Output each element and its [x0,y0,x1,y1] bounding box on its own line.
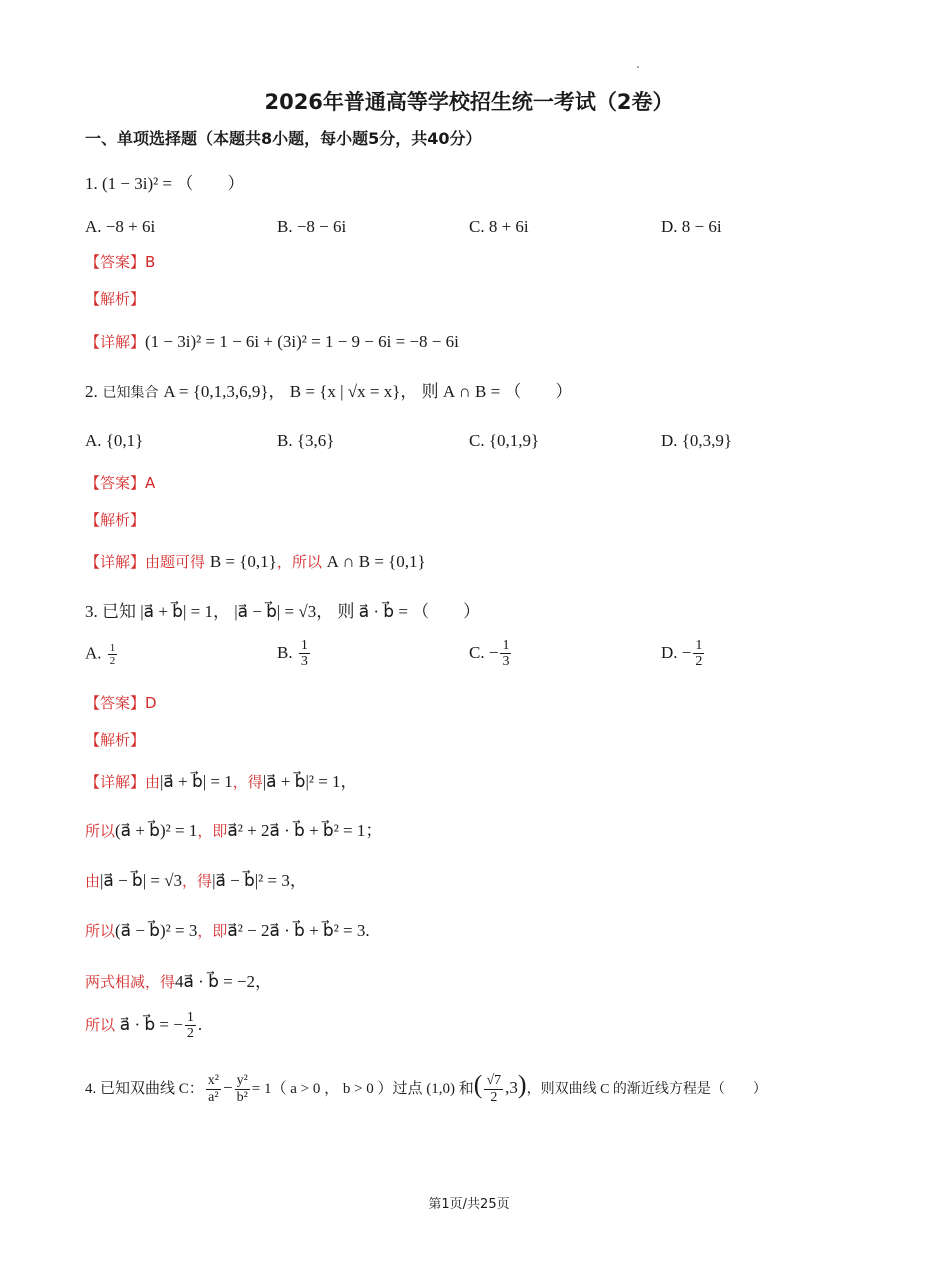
q4-point-close: ) [517,1070,527,1099]
q3-option-d-label: D. [661,642,678,662]
page-title: 2026年普通高等学校招生统一考试（2卷） [264,90,674,114]
q3-s6-fraction [185,1010,196,1042]
q3-s3-math-2: |a⃗ − b⃗|² = 3， [212,871,307,890]
q3-option-c-sign: − [488,642,499,662]
q3-option-b-num: 1 [300,638,308,653]
q4-minus: − [222,1078,233,1097]
q3-s6-math-1: a⃗ · b⃗ = − [119,1014,183,1034]
q3-s6-text-1: 所以 [85,1015,116,1034]
q4-point-den: 2 [490,1089,498,1105]
q2-analysis-label: 【解析】 [85,511,146,529]
q3-s4-math-2: a⃗² − 2a⃗ · b⃗ + b⃗² = 3. [227,921,370,940]
q3-analysis-label: 【解析】 [85,731,146,749]
q2-answer: 【答案】A [85,474,156,492]
q3-s1-text-1: 由 [145,773,161,791]
q4-point-open: ( [473,1070,483,1099]
q3-s3-math-1: |a⃗ − b⃗| = √3 [100,871,183,890]
q3-s4-text-2: ，即 [197,922,228,940]
q3-option-c-num: 1 [502,638,510,653]
q3-option-a [85,642,119,667]
section-heading: 一、单项选择题（本题共8小题，每小题5分，共40分） [85,129,482,148]
q3-option-d [661,638,706,670]
q2-detail-math-1: B = {0,1} [209,552,277,571]
question-4-stem [85,1072,767,1105]
q3-detail-step-3 [85,872,307,889]
q3-option-c [469,638,513,670]
q3-s4-text-1: 所以 [85,922,116,940]
q4-y-num: y² [236,1073,248,1089]
q3-s2-text-1: 所以 [85,822,116,840]
q3-s2-math-1: (a⃗ + b⃗)² = 1 [115,821,198,840]
q1-detail-label: 【详解】 [85,333,146,351]
q3-answer: 【答案】D [85,694,157,712]
q1-detail [85,333,459,350]
q1-answer: 【答案】B [85,253,156,271]
q4-stem-a: 4. 已知双曲线 C： [85,1081,204,1097]
question-1-stem: 1. (1 − 3i)² = （ ） [85,174,245,193]
q3-option-d-fraction [693,638,704,670]
scan-speck [637,66,639,68]
q3-detail-step-4 [85,922,370,939]
q2-detail-text-1: 由题可得 [145,553,206,571]
q4-x-fraction [206,1073,221,1105]
q3-s6-end: . [197,1014,203,1034]
q3-option-c-den: 3 [502,654,510,670]
q2-detail-math-2: A ∩ B = {0,1} [326,552,426,571]
q3-detail-step-6 [85,1010,202,1042]
q3-s2-math-2: a⃗² + 2a⃗ · b⃗ + b⃗² = 1； [227,821,383,840]
q2-option-c: C. {0,1,9} [469,431,540,450]
q3-detail-step-5 [85,973,272,990]
q4-y-fraction [235,1073,250,1105]
q4-point-tail: ,3 [505,1078,518,1097]
q3-option-b [277,638,312,670]
q4-x-den: a² [208,1089,219,1105]
q2-option-d: D. {0,3,9} [661,431,733,450]
q1-detail-math: (1 − 3i)² = 1 − 6i + (3i)² = 1 − 9 − 6i = −8 − 6i [145,332,459,351]
q4-x-num: x² [207,1073,219,1089]
q2-text: 已知集合 [102,385,159,401]
q3-s5-math-1: 4a⃗ · b⃗ = −2， [175,972,273,991]
q4-stem-c: ，则双曲线 C 的渐近线方程是（ ） [526,1082,767,1097]
q3-detail-step-1 [85,773,358,790]
q1-analysis-label: 【解析】 [85,290,146,308]
q4-stem-b: = 1（ a > 0 ， b > 0 ）过点 (1,0) 和 [251,1081,474,1097]
q3-s6-den: 2 [186,1026,194,1042]
question-2-stem [85,383,572,400]
q4-point-fraction [484,1073,503,1105]
q3-option-b-label: B. [277,642,293,662]
q3-option-a-den: 2 [109,655,116,668]
q4-point-num: √7 [486,1073,502,1089]
q3-s1-math-2: |a⃗ + b⃗|² = 1， [262,772,358,791]
q3-option-b-den: 3 [300,654,308,670]
q2-number: 2. [85,382,98,401]
q3-s3-text-1: 由 [85,872,101,890]
q3-s1-math-1: |a⃗ + b⃗| = 1 [160,772,233,791]
q3-s5-text-1: 两式相减，得 [85,973,176,991]
q3-option-d-den: 2 [695,654,703,670]
q3-option-a-label: A. [85,643,102,663]
q2-detail-text-2: ，所以 [276,553,322,571]
page-footer: 第1页/共25页 [428,1197,510,1212]
q4-y-den: b² [236,1089,248,1105]
q1-option-a: A. −8 + 6i [85,217,156,236]
q2-option-a: A. {0,1} [85,431,144,450]
q3-option-b-fraction [299,638,310,670]
q3-option-d-num: 1 [695,638,703,653]
q3-s2-text-2: ，即 [197,822,228,840]
q3-s3-text-2: ，得 [182,872,213,890]
question-3-stem: 3. 已知 |a⃗ + b⃗| = 1， |a⃗ − b⃗| = √3， 则 a⃗ · b⃗ = （ ） [85,602,481,621]
q1-option-b: B. −8 − 6i [277,217,347,236]
q2-detail [85,553,426,570]
q3-option-c-fraction [500,638,511,670]
q3-option-a-num: 1 [109,642,116,654]
q3-option-c-label: C. [469,642,485,662]
q3-detail-label: 【详解】 [85,773,146,791]
q1-option-c: C. 8 + 6i [469,217,529,236]
q3-s6-num: 1 [186,1010,194,1025]
q2-option-b: B. {3,6} [277,431,335,450]
q1-option-d: D. 8 − 6i [661,217,722,236]
q2-math: A = {0,1,3,6,9}， B = {x | √x = x}， 则 A ∩ B = （ ） [163,382,573,401]
q3-detail-step-2 [85,822,382,839]
q3-option-a-fraction [108,642,118,667]
q2-detail-label: 【详解】 [85,553,146,571]
q3-s1-text-2: ，得 [232,773,263,791]
q3-option-d-sign: − [681,642,692,662]
q3-s4-math-1: (a⃗ − b⃗)² = 3 [115,921,198,940]
